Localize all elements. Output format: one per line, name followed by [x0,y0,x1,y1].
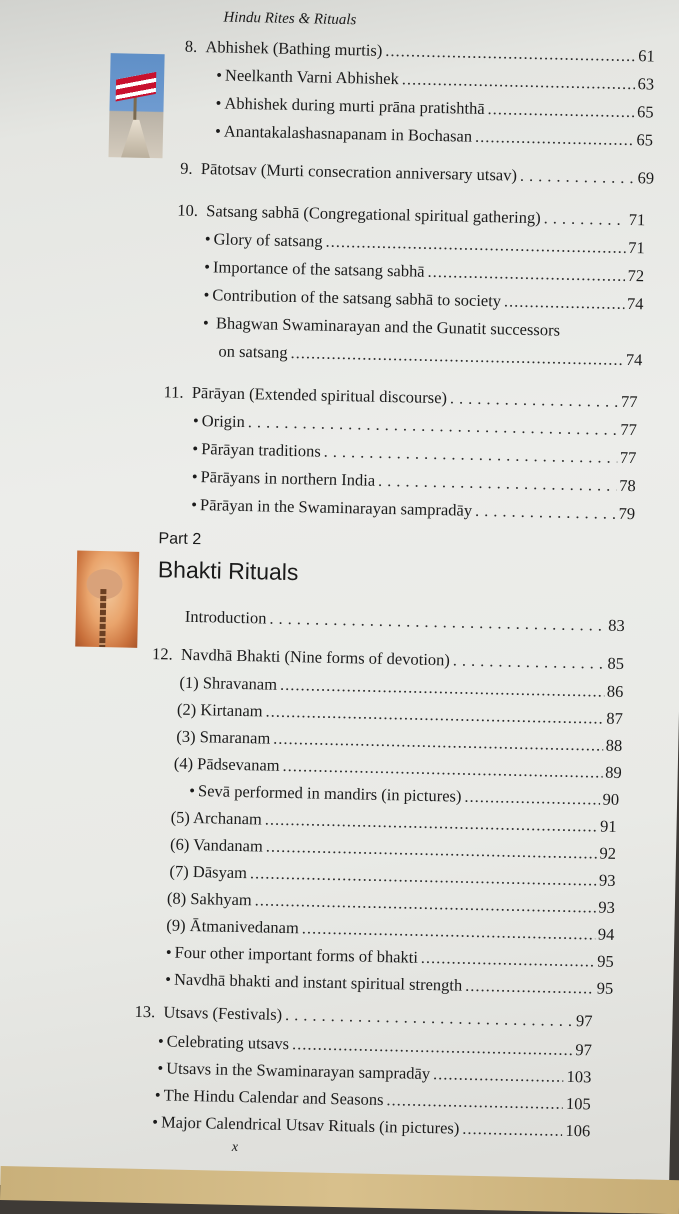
entry-title: Glory of satsang [213,229,323,251]
dot-leader [292,1034,573,1060]
bullet-icon: • [165,942,172,962]
bullet-icon: • [202,313,210,333]
bullet-icon: • [204,257,211,277]
entry-page: 103 [566,1066,592,1087]
page-folio: x [231,1139,239,1156]
entry-number: 8. [184,36,198,56]
dot-leader [280,675,604,702]
dot-leader [427,262,624,286]
toc-subentry[interactable] [215,93,653,122]
toc-subentry[interactable] [193,411,637,440]
entry-title: (4) Pādsevanam [173,753,280,775]
entry-title: Importance of the satsang sabhā [212,257,425,281]
bullet-icon: • [204,229,211,249]
entry-title: Neelkanth Varni Abhishek [224,65,400,89]
entry-title: (8) Sakhyam [166,888,252,910]
entry-number: 13. [134,1001,156,1022]
entry-page: 77 [620,419,638,440]
entry-title: Pātotsav (Murti consecration anniversary utsav) [200,159,518,185]
toc-subentry[interactable] [192,467,636,496]
toc-entry-10[interactable] [177,201,645,231]
entry-page: 72 [627,266,645,286]
entry-page: 71 [628,238,645,258]
bullet-icon: • [192,410,199,431]
entry-page: 85 [607,653,625,674]
bullet-icon: • [215,93,222,113]
entry-title: Origin [201,411,246,432]
entry-page: 94 [597,924,615,944]
entry-title: Navdhā bhakti and instant spiritual strength [173,969,463,995]
entry-page: 87 [606,708,624,728]
entry-page: 65 [636,102,654,122]
entry-title: Utsavs (Festivals) [163,1002,283,1024]
entry-title: Navdhā Bhakti (Nine forms of devotion) [180,644,451,670]
entry-title: Major Calendrical Utsav Rituals (in pictures) [160,1112,460,1138]
bullet-icon: • [157,1058,164,1078]
dot-leader [433,1064,564,1087]
dot-leader [475,127,634,150]
toc-subentry[interactable] [177,700,623,729]
entry-title: Pārāyans in northern India [200,467,376,490]
entry-page: 78 [619,475,636,496]
entry-title: Pārāyan traditions [200,439,321,461]
toc-entry-8[interactable] [185,37,655,67]
toc-entry-12[interactable] [152,644,624,674]
dot-leader [265,810,598,837]
toc-subentry[interactable] [158,1031,592,1060]
entry-title: The Hindu Calendar and Seasons [163,1085,384,1110]
entry-page: 65 [636,130,654,150]
entry-number: 11. [163,382,184,402]
entry-page: 90 [602,789,620,809]
toc-subentry[interactable] [204,257,644,286]
dot-leader [325,232,625,258]
toc-subentry[interactable] [192,439,636,468]
entry-page: 92 [599,843,617,863]
toc-subentry[interactable] [170,808,616,837]
entry-number: 9. [180,158,193,178]
running-head: Hindu Rites & Rituals [223,9,357,29]
entry-page: 61 [638,46,655,66]
entry-page: 74 [625,349,643,370]
entry-page: 77 [619,447,637,468]
temple-flag-thumbnail [108,53,164,158]
toc-subentry[interactable] [203,313,560,340]
entry-title: Pārāyan in the Swaminarayan sampradāy [199,495,473,520]
bullet-icon: • [191,466,198,487]
entry-title: Introduction [184,606,267,628]
toc-subentry[interactable] [157,1058,591,1087]
bullet-icon: • [214,121,222,141]
dot-leader [453,650,605,673]
entry-title: (9) Ātmanivedanam [166,915,300,938]
entry-title: Celebrating utsavs [166,1031,290,1054]
toc-subentry-continuation[interactable] [218,341,642,370]
dot-leader [475,501,616,524]
bullet-icon: • [216,65,223,85]
toc-subentry[interactable] [155,1085,591,1114]
toc-subentry[interactable] [167,888,615,917]
entry-title: Abhishek during murti prāna pratishthā [224,93,485,118]
entry-title: Satsang sabhā (Congregational spiritual gathering) [206,201,541,228]
bullet-icon: • [157,1031,164,1051]
entry-title: (5) Archanam [170,807,263,829]
dot-leader [248,412,618,440]
entry-page: 63 [637,74,655,94]
dot-leader [255,890,596,917]
entry-title: on satsang [218,341,288,362]
toc-subentry[interactable] [166,915,614,944]
entry-title: (7) Dāsyam [169,861,248,883]
bullet-icon: • [154,1085,161,1105]
dot-leader [520,166,635,188]
entry-page: 91 [599,816,617,836]
dot-leader [269,609,605,636]
dot-leader [462,1119,563,1141]
entry-title: Contribution of the satsang sabhā to society [212,285,502,311]
toc-subentry[interactable] [203,285,643,314]
entry-title: (2) Kirtanam [176,699,263,721]
toc-subentry[interactable] [169,862,615,891]
toc-entry-11[interactable] [163,382,637,412]
entry-title: Four other important forms of bhakti [174,942,419,967]
bullet-icon: • [192,438,199,459]
entry-title: Sevā performed in mandirs (in pictures) [197,781,462,806]
entry-page: 69 [637,168,655,188]
dot-leader [273,729,603,756]
dot-leader [464,787,600,810]
dot-leader [386,1090,563,1114]
entry-page: 97 [575,1040,593,1060]
entry-page: 89 [605,762,622,782]
mala-hand-thumbnail [75,551,139,648]
toc-introduction[interactable] [185,607,625,636]
dot-leader [250,863,596,890]
dot-leader [282,756,602,783]
toc-subentry[interactable] [170,835,616,864]
dot-leader [290,343,623,370]
entry-title: (6) Vandanam [169,834,264,856]
toc-subentry[interactable] [215,121,653,150]
toc-subentry[interactable] [174,754,622,783]
entry-title: (1) Shravanam [179,672,278,694]
toc-subentry[interactable] [191,495,635,524]
bullet-icon: • [191,494,198,515]
dot-leader [385,41,635,66]
dot-leader [285,1005,573,1031]
dot-leader [324,442,617,468]
dot-leader [504,291,624,314]
toc-entry-13[interactable] [134,1002,592,1032]
entry-page: 77 [620,391,638,412]
bullet-icon: • [152,1112,159,1132]
entry-page: 86 [606,681,624,702]
entry-page: 71 [628,210,646,230]
dot-leader [465,976,594,999]
section-title: Bhakti Rituals [157,556,299,586]
toc-subentry[interactable] [189,781,619,810]
toc-subentry[interactable] [166,942,614,971]
toc-subentry[interactable] [179,673,623,702]
toc-entry-9[interactable] [180,159,654,189]
entry-page: 95 [596,978,614,998]
entry-page: 97 [575,1011,593,1031]
bullet-icon: • [203,285,210,305]
entry-title: Utsavs in the Swaminarayan sampradāy [166,1058,431,1084]
toc-subentry[interactable] [216,65,654,94]
entry-number: 12. [151,644,173,664]
dot-leader [302,918,595,944]
toc-subentry[interactable] [176,727,622,756]
toc-subentry[interactable] [165,969,613,998]
part-label: Part 2 [158,530,202,549]
dot-leader [450,388,618,412]
entry-page: 106 [565,1120,591,1141]
dot-leader [265,702,603,729]
entry-page: 105 [565,1093,591,1114]
entry-page: 79 [618,503,636,524]
entry-page: 83 [608,615,625,636]
dot-leader [266,837,597,864]
toc-subentry[interactable] [152,1112,590,1141]
entry-title: Anantakalashasnapanam in Bochasan [223,121,473,146]
dot-leader [543,208,626,230]
dot-leader [421,948,595,972]
entry-page: 74 [626,293,644,314]
entry-page: 88 [605,735,623,755]
bullet-icon: • [165,969,172,989]
entry-title: (3) Smaranam [176,726,271,748]
bullet-icon: • [189,780,196,801]
dot-leader [378,471,617,496]
dot-leader [487,99,634,122]
entry-title: Pārāyan (Extended spiritual discourse) [191,382,448,408]
entry-page: 95 [597,951,614,971]
dot-leader [402,69,635,94]
entry-page: 93 [598,870,616,890]
entry-number: 10. [177,200,199,220]
entry-page: 93 [598,897,616,917]
entry-title: Bhagwan Swaminarayan and the Gunatit successors [215,313,561,340]
toc-subentry[interactable] [205,229,645,258]
entry-title: Abhishek (Bathing murtis) [205,37,383,60]
